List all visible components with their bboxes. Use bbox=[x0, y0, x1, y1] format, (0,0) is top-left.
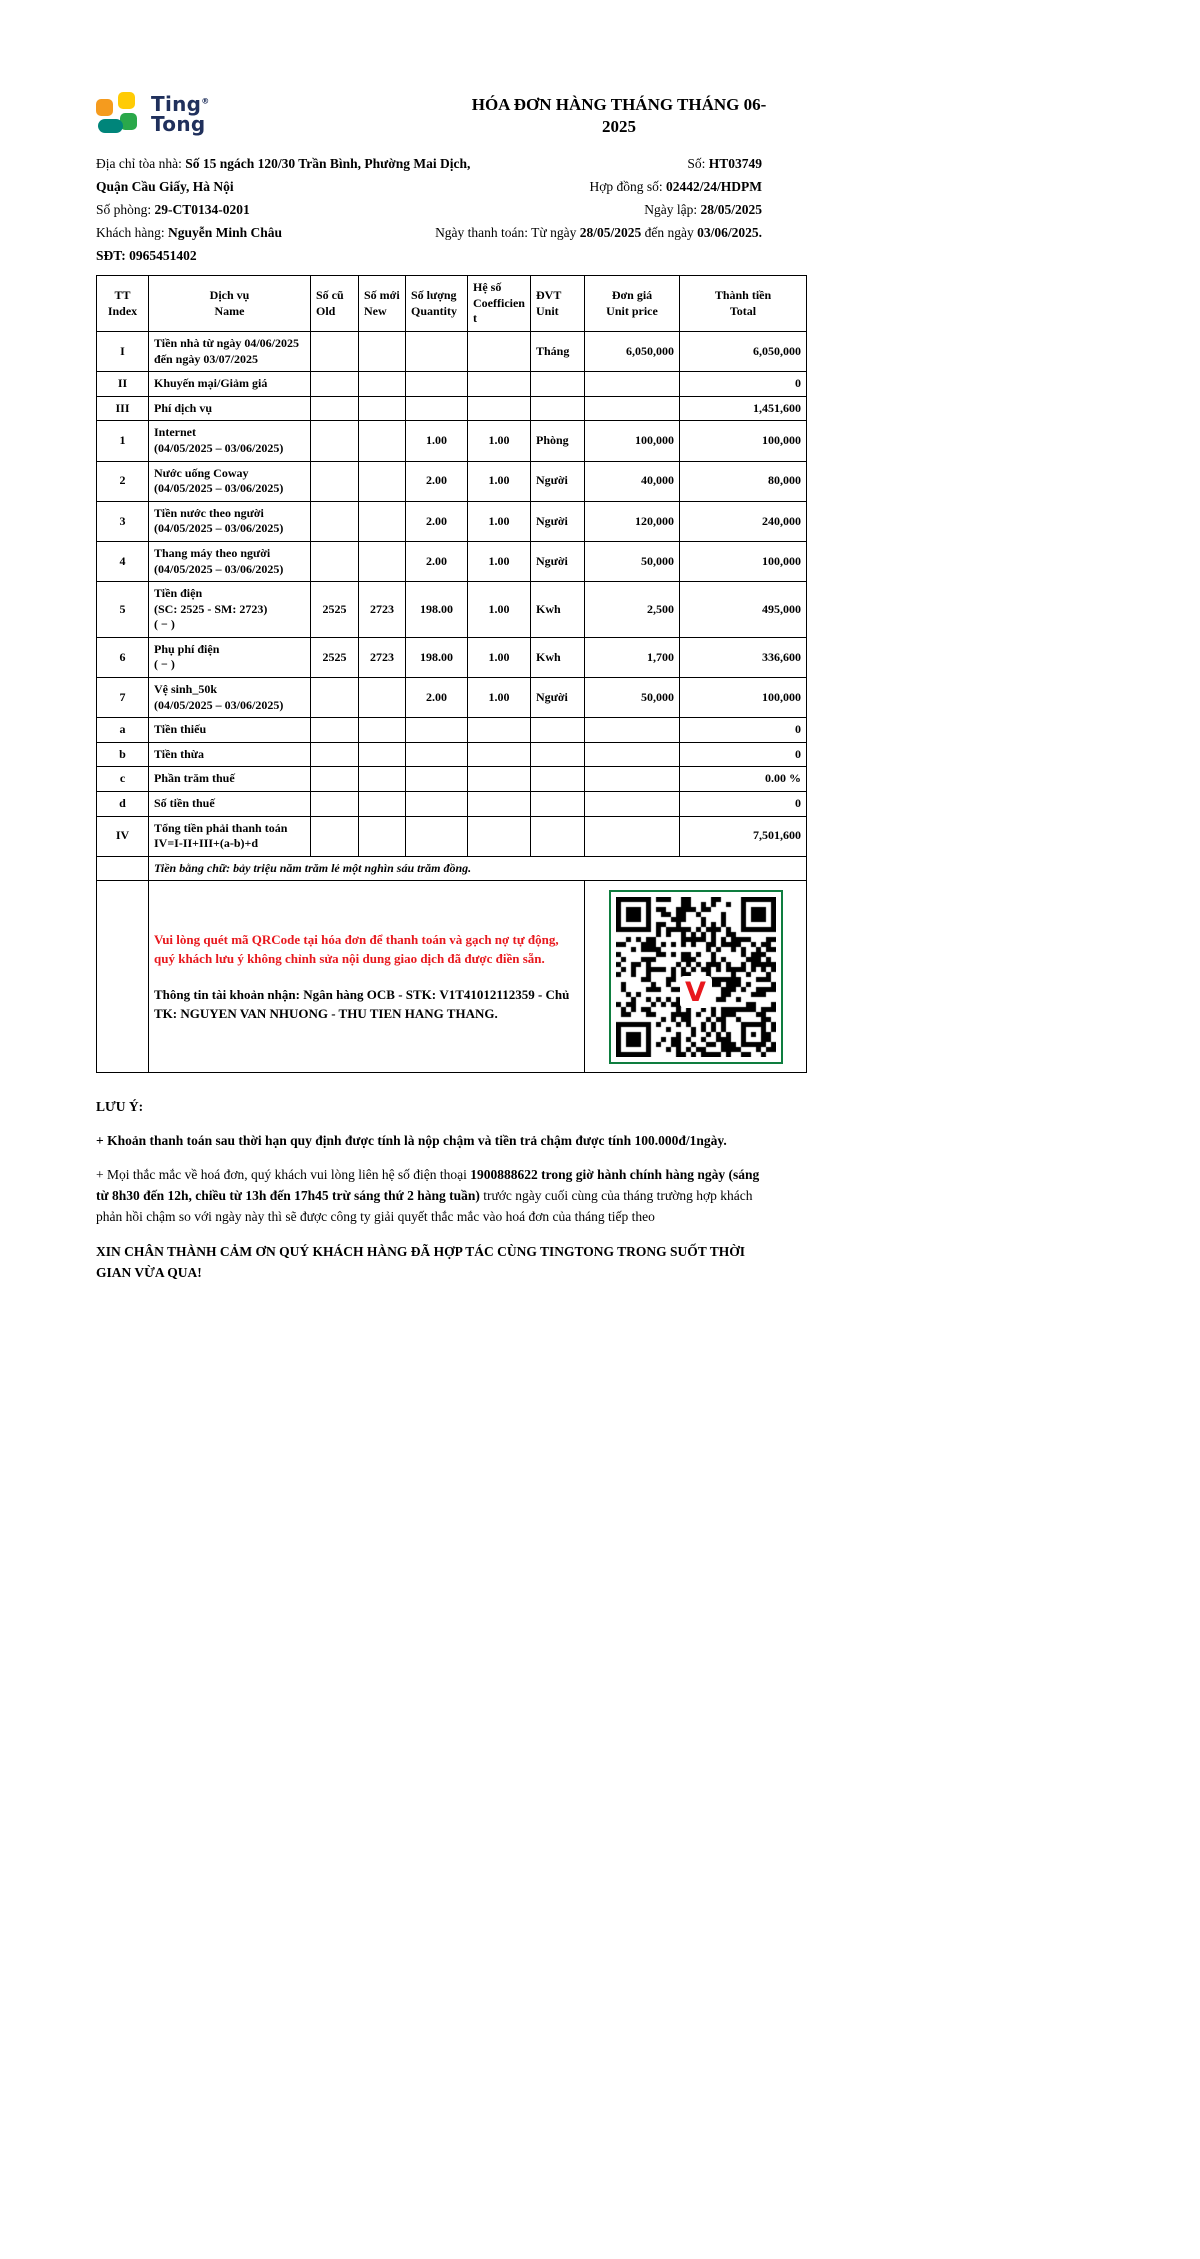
cell-qty bbox=[406, 767, 468, 792]
cell-price: 120,000 bbox=[585, 501, 680, 541]
invoice-title: HÓA ĐƠN HÀNG THÁNG THÁNG 06-2025 bbox=[471, 95, 767, 137]
col-label: Total bbox=[729, 303, 757, 318]
contact-note bbox=[96, 1165, 764, 1228]
cell-new bbox=[359, 718, 406, 743]
cell-coef bbox=[468, 396, 531, 421]
cell-coef bbox=[468, 331, 531, 371]
cell-price bbox=[585, 816, 680, 856]
service-row bbox=[97, 461, 807, 501]
registered-mark: ® bbox=[201, 95, 210, 105]
amount-in-words-row bbox=[97, 856, 807, 881]
logo-orange-square bbox=[96, 99, 113, 116]
cell-name: Tiền nước theo người (04/05/2025 – 03/06/2025) bbox=[149, 501, 311, 541]
cell-name: Thang máy theo người (04/05/2025 – 03/06/2025) bbox=[149, 541, 311, 581]
invoice-table-body bbox=[97, 331, 807, 856]
cell-old: 2525 bbox=[311, 637, 359, 677]
service-row bbox=[97, 792, 807, 817]
cell-new bbox=[359, 501, 406, 541]
cell-price bbox=[585, 767, 680, 792]
col-label: Thành tiền bbox=[714, 287, 772, 302]
cell-qty bbox=[406, 792, 468, 817]
account-number: V1T41012112359 bbox=[439, 986, 535, 1002]
cell-total: 1,451,600 bbox=[680, 396, 807, 421]
invoice-table bbox=[96, 275, 807, 1073]
cell-price: 100,000 bbox=[585, 421, 680, 461]
cell-new bbox=[359, 792, 406, 817]
cell-index: 1 bbox=[97, 421, 149, 461]
cell-old bbox=[311, 331, 359, 371]
cell-index: 7 bbox=[97, 678, 149, 718]
closing-thanks: XIN CHÂN THÀNH CẢM ƠN QUÝ KHÁCH HÀNG ĐÃ HỢP TÁC CÙNG TINGTONG TRONG SUỐT THỜI GIAN VỪA QUA! bbox=[96, 1244, 745, 1281]
cell-total: 0 bbox=[680, 372, 807, 397]
cell-price bbox=[585, 792, 680, 817]
account-holder: NGUYEN VAN NHUONG - THU TIEN HANG THANG bbox=[180, 1006, 495, 1022]
cell-qty: 2.00 bbox=[406, 461, 468, 501]
cell-index: a bbox=[97, 718, 149, 743]
info-left-text: Địa chỉ tòa nhà: Số 15 ngách 120/30 Trần Bình, Phường Mai Dịch, bbox=[96, 156, 471, 172]
service-row bbox=[97, 637, 807, 677]
cell-new bbox=[359, 461, 406, 501]
info-left-text: Quận Cầu Giấy, Hà Nội bbox=[96, 179, 234, 195]
cell-qty bbox=[406, 718, 468, 743]
contact-note-bold: 1900888622 trong giờ hành chính hàng ngày (sáng từ 8h30 đến 12h, chiều từ 13h đến 17h45 trừ sáng thứ 2 hàng tuần) bbox=[96, 1167, 760, 1204]
invoice-header bbox=[96, 92, 806, 138]
cell-index: 2 bbox=[97, 461, 149, 501]
col-label: Name bbox=[214, 303, 245, 318]
cell-unit: Người bbox=[531, 461, 585, 501]
cell-new bbox=[359, 767, 406, 792]
service-row bbox=[97, 421, 807, 461]
cell-qty: 1.00 bbox=[406, 421, 468, 461]
amount-in-words-label: Tiền bằng chữ: bbox=[154, 860, 234, 875]
cell-qty: 2.00 bbox=[406, 501, 468, 541]
cell-coef bbox=[468, 816, 531, 856]
cell-price bbox=[585, 396, 680, 421]
col-label: TT bbox=[114, 287, 131, 302]
col-coefficient bbox=[468, 276, 531, 332]
cell-name: Tổng tiền phải thanh toán IV=I-II+III+(a-b)+d bbox=[149, 816, 311, 856]
empty-index-cell bbox=[97, 856, 149, 881]
cell-index: d bbox=[97, 792, 149, 817]
cell-total: 0 bbox=[680, 718, 807, 743]
info-right-text: Hợp đồng số: 02442/24/HDPM bbox=[589, 179, 762, 195]
table-header-row bbox=[97, 276, 807, 332]
qr-code-cell bbox=[585, 881, 807, 1073]
col-old bbox=[311, 276, 359, 332]
cell-new bbox=[359, 331, 406, 371]
cell-name: Số tiền thuế bbox=[149, 792, 311, 817]
info-line bbox=[96, 152, 762, 175]
cell-price: 1,700 bbox=[585, 637, 680, 677]
cell-unit: Kwh bbox=[531, 637, 585, 677]
info-right-text: Ngày lập: 28/05/2025 bbox=[644, 202, 762, 218]
info-line bbox=[96, 175, 762, 198]
cell-old bbox=[311, 461, 359, 501]
cell-old: 2525 bbox=[311, 582, 359, 638]
cell-new bbox=[359, 678, 406, 718]
logo-word-top: Ting bbox=[151, 91, 202, 116]
cell-old bbox=[311, 372, 359, 397]
info-line bbox=[96, 244, 762, 267]
col-label: Old bbox=[316, 303, 336, 318]
info-left-text: Khách hàng: Nguyễn Minh Châu bbox=[96, 225, 283, 241]
logo-teal-pill bbox=[98, 119, 123, 133]
cell-old bbox=[311, 742, 359, 767]
cell-coef bbox=[468, 372, 531, 397]
col-label: Unit price bbox=[606, 303, 658, 318]
cell-coef: 1.00 bbox=[468, 678, 531, 718]
col-label: New bbox=[364, 303, 387, 318]
cell-index: IV bbox=[97, 816, 149, 856]
cell-new: 2723 bbox=[359, 582, 406, 638]
col-label: ĐVT bbox=[536, 287, 562, 302]
cell-total: 240,000 bbox=[680, 501, 807, 541]
col-label: Số cũ bbox=[316, 287, 344, 302]
cell-new: 2723 bbox=[359, 637, 406, 677]
cell-index: 5 bbox=[97, 582, 149, 638]
cell-name: Tiền thừa bbox=[149, 742, 311, 767]
cell-price: 50,000 bbox=[585, 678, 680, 718]
contact-note-post: trước ngày cuối cùng của tháng trường hợp khách phản hồi chậm so với ngày này thì sẽ được công ty giải quyết thắc mắc vào hoá đơn của tháng tiếp theo bbox=[96, 1188, 753, 1225]
cell-price: 50,000 bbox=[585, 541, 680, 581]
tingtong-logo-icon bbox=[96, 92, 142, 136]
cell-old bbox=[311, 541, 359, 581]
cell-unit bbox=[531, 792, 585, 817]
qr-code bbox=[609, 890, 783, 1064]
payment-row bbox=[97, 881, 807, 1073]
cell-old bbox=[311, 396, 359, 421]
cell-unit bbox=[531, 372, 585, 397]
cell-unit: Người bbox=[531, 501, 585, 541]
cell-coef bbox=[468, 792, 531, 817]
cell-old bbox=[311, 678, 359, 718]
cell-coef: 1.00 bbox=[468, 501, 531, 541]
col-label: Dịch vụ bbox=[209, 287, 250, 302]
cell-total: 6,050,000 bbox=[680, 331, 807, 371]
empty-index-cell bbox=[97, 881, 149, 1073]
cell-coef bbox=[468, 767, 531, 792]
cell-qty bbox=[406, 331, 468, 371]
service-row bbox=[97, 331, 807, 371]
service-row bbox=[97, 718, 807, 743]
col-index bbox=[97, 276, 149, 332]
cell-index: II bbox=[97, 372, 149, 397]
cell-new bbox=[359, 396, 406, 421]
col-unit-price bbox=[585, 276, 680, 332]
cell-qty bbox=[406, 372, 468, 397]
col-quantity bbox=[406, 276, 468, 332]
table-header bbox=[97, 276, 807, 332]
cell-qty bbox=[406, 816, 468, 856]
service-row bbox=[97, 396, 807, 421]
cell-index: 4 bbox=[97, 541, 149, 581]
cell-new bbox=[359, 742, 406, 767]
cell-qty: 2.00 bbox=[406, 678, 468, 718]
cell-new bbox=[359, 541, 406, 581]
cell-old bbox=[311, 718, 359, 743]
cell-unit: Tháng bbox=[531, 331, 585, 371]
service-row bbox=[97, 816, 807, 856]
cell-name: Vệ sinh_50k (04/05/2025 – 03/06/2025) bbox=[149, 678, 311, 718]
cell-unit: Người bbox=[531, 678, 585, 718]
cell-old bbox=[311, 792, 359, 817]
cell-new bbox=[359, 372, 406, 397]
cell-price bbox=[585, 372, 680, 397]
payment-instructions-cell bbox=[149, 881, 585, 1073]
service-row bbox=[97, 742, 807, 767]
cell-qty: 198.00 bbox=[406, 582, 468, 638]
col-new bbox=[359, 276, 406, 332]
notes-heading: LƯU Ý: bbox=[96, 1099, 144, 1115]
cell-coef: 1.00 bbox=[468, 421, 531, 461]
col-total bbox=[680, 276, 807, 332]
col-label: Hệ số bbox=[473, 280, 502, 295]
cell-index: b bbox=[97, 742, 149, 767]
cell-coef bbox=[468, 718, 531, 743]
col-name bbox=[149, 276, 311, 332]
cell-qty bbox=[406, 396, 468, 421]
cell-old bbox=[311, 767, 359, 792]
cell-name: Nước uống Coway (04/05/2025 – 03/06/2025) bbox=[149, 461, 311, 501]
cell-price: 2,500 bbox=[585, 582, 680, 638]
cell-total: 100,000 bbox=[680, 678, 807, 718]
cell-unit: Phòng bbox=[531, 421, 585, 461]
cell-old bbox=[311, 816, 359, 856]
service-row bbox=[97, 582, 807, 638]
account-pre: Thông tin tài khoản nhận: Ngân hàng OCB - STK: bbox=[154, 986, 440, 1002]
cell-total: 336,600 bbox=[680, 637, 807, 677]
cell-price bbox=[585, 742, 680, 767]
cell-coef: 1.00 bbox=[468, 637, 531, 677]
cell-old bbox=[311, 501, 359, 541]
service-row bbox=[97, 372, 807, 397]
bank-account-info bbox=[154, 985, 579, 1024]
cell-index: I bbox=[97, 331, 149, 371]
qr-instruction-text: Vui lòng quét mã QRCode tại hóa đơn để thanh toán và gạch nợ tự động, quý khách lưu ý không chỉnh sửa nội dung giao dịch đã được điền sẵn. bbox=[154, 931, 559, 967]
col-label: Unit bbox=[536, 303, 559, 318]
cell-total: 0.00 % bbox=[680, 767, 807, 792]
logo-yellow-square bbox=[118, 92, 135, 109]
cell-qty: 198.00 bbox=[406, 637, 468, 677]
contact-note-pre: + Mọi thắc mắc về hoá đơn, quý khách vui lòng liên hệ số điện thoại bbox=[96, 1167, 471, 1183]
info-line bbox=[96, 221, 762, 244]
info-line bbox=[96, 198, 762, 221]
info-right-text: Ngày thanh toán: Từ ngày 28/05/2025 đến ngày 03/06/2025. bbox=[435, 225, 762, 241]
info-left-text: Số phòng: 29-CT0134-0201 bbox=[96, 202, 250, 218]
amount-in-words bbox=[149, 856, 807, 881]
cell-index: c bbox=[97, 767, 149, 792]
amount-in-words-value: bảy triệu năm trăm lẻ một nghìn sáu trăm đồng. bbox=[233, 860, 472, 875]
qr-center-logo-icon: V bbox=[680, 976, 712, 1008]
cell-price: 6,050,000 bbox=[585, 331, 680, 371]
service-row bbox=[97, 501, 807, 541]
service-row bbox=[97, 767, 807, 792]
info-left-text: SĐT: 0965451402 bbox=[96, 248, 197, 264]
invoice-info bbox=[96, 152, 806, 267]
cell-qty: 2.00 bbox=[406, 541, 468, 581]
cell-name: Internet (04/05/2025 – 03/06/2025) bbox=[149, 421, 311, 461]
cell-unit bbox=[531, 816, 585, 856]
cell-unit: Người bbox=[531, 541, 585, 581]
cell-index: 6 bbox=[97, 637, 149, 677]
cell-total: 0 bbox=[680, 742, 807, 767]
cell-old bbox=[311, 421, 359, 461]
service-row bbox=[97, 678, 807, 718]
col-label: Đơn giá bbox=[611, 287, 653, 302]
cell-coef: 1.00 bbox=[468, 541, 531, 581]
col-label: Số lượng bbox=[411, 287, 457, 302]
cell-name: Tiền thiếu bbox=[149, 718, 311, 743]
cell-coef: 1.00 bbox=[468, 582, 531, 638]
invoice-table-footer bbox=[97, 856, 807, 1073]
col-unit bbox=[531, 276, 585, 332]
cell-coef bbox=[468, 742, 531, 767]
invoice-content bbox=[96, 92, 806, 1297]
cell-total: 80,000 bbox=[680, 461, 807, 501]
col-label: Quantity bbox=[411, 303, 458, 318]
cell-name: Phụ phí điện ( − ) bbox=[149, 637, 311, 677]
cell-name: Tiền nhà từ ngày 04/06/2025 đến ngày 03/07/2025 bbox=[149, 331, 311, 371]
cell-index: III bbox=[97, 396, 149, 421]
account-mid: - Chủ TK: bbox=[154, 986, 570, 1022]
account-end: . bbox=[494, 1006, 498, 1022]
cell-price bbox=[585, 718, 680, 743]
cell-total: 495,000 bbox=[680, 582, 807, 638]
cell-unit bbox=[531, 767, 585, 792]
logo-wordmark bbox=[151, 91, 210, 136]
cell-new bbox=[359, 421, 406, 461]
cell-qty bbox=[406, 742, 468, 767]
cell-unit bbox=[531, 718, 585, 743]
tingtong-logo bbox=[96, 92, 210, 136]
col-label: Số mới bbox=[364, 287, 400, 302]
service-row bbox=[97, 541, 807, 581]
info-right-text: Số: HT03749 bbox=[687, 156, 762, 172]
logo-word-bottom: Tong bbox=[151, 112, 206, 136]
cell-index: 3 bbox=[97, 501, 149, 541]
cell-unit bbox=[531, 742, 585, 767]
cell-unit: Kwh bbox=[531, 582, 585, 638]
notes-section bbox=[96, 1099, 764, 1284]
cell-new bbox=[359, 816, 406, 856]
cell-name: Tiền điện (SC: 2525 - SM: 2723) ( − ) bbox=[149, 582, 311, 638]
cell-unit bbox=[531, 396, 585, 421]
cell-name: Khuyến mại/Giảm giá bbox=[149, 372, 311, 397]
cell-name: Phí dịch vụ bbox=[149, 396, 311, 421]
cell-name: Phần trăm thuế bbox=[149, 767, 311, 792]
col-label: Coefficient bbox=[473, 295, 525, 326]
cell-coef: 1.00 bbox=[468, 461, 531, 501]
cell-price: 40,000 bbox=[585, 461, 680, 501]
col-label: Index bbox=[107, 303, 138, 318]
cell-total: 0 bbox=[680, 792, 807, 817]
cell-total: 7,501,600 bbox=[680, 816, 807, 856]
cell-total: 100,000 bbox=[680, 541, 807, 581]
cell-total: 100,000 bbox=[680, 421, 807, 461]
late-payment-note: + Khoản thanh toán sau thời hạn quy định được tính là nộp chậm và tiền trả chậm được tính 100.000đ/1ngày. bbox=[96, 1133, 727, 1149]
